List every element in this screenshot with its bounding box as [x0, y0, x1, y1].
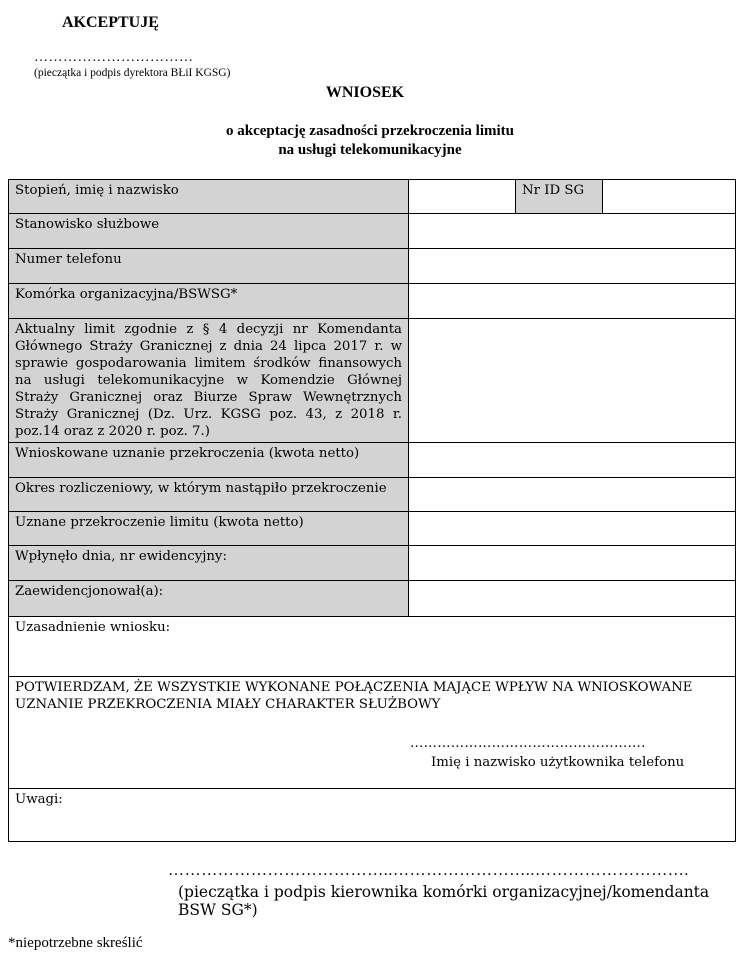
table-row [9, 512, 736, 546]
requested-amount-label: Wnioskowane uznanie przekroczenia (kwota netto) [9, 443, 409, 478]
phone-field[interactable] [409, 249, 736, 284]
position-field[interactable] [409, 214, 736, 249]
table-row [9, 319, 736, 443]
current-limit-field[interactable] [409, 319, 736, 443]
table-row [9, 478, 736, 512]
requested-amount-field[interactable] [409, 443, 736, 478]
table-row [9, 617, 736, 677]
billing-period-label: Okres rozliczeniowy, w którym nastąpiło przekroczenie [9, 478, 409, 512]
justification-label: Uzasadnienie wniosku: [15, 620, 171, 635]
approve-heading: AKCEPTUJĘ [62, 14, 159, 31]
manager-signature-line: …………………………………..……………………..………………………. [168, 862, 689, 879]
received-label: Wpłynęło dnia, nr ewidencyjny: [9, 546, 409, 581]
document-subtitle-line2: na usługi telekomunikacyjne [278, 142, 462, 158]
table-row [9, 789, 736, 842]
remarks-label: Uwagi: [15, 792, 63, 807]
unit-field[interactable] [409, 284, 736, 319]
table-row [9, 677, 736, 789]
registered-by-label: Zaewidencjonował(a): [9, 581, 409, 617]
table-row [9, 546, 736, 581]
table-row [9, 180, 736, 214]
confirmation-statement: POTWIERDZAM, ŻE WSZYSTKIE WYKONANE POŁĄCZENIA MAJĄCE WPŁYW NA WNIOSKOWANE UZNANIE PRZEKROCZENIA MIAŁY CHARAKTER SŁUŻBOWY [15, 680, 693, 712]
remarks-field[interactable] [9, 789, 736, 842]
unit-label: Komórka organizacyjna/BSWSG* [9, 284, 409, 319]
billing-period-field[interactable] [409, 478, 736, 512]
registered-by-field[interactable] [409, 581, 736, 617]
rank-name-field[interactable] [409, 180, 516, 214]
table-row [9, 284, 736, 319]
current-limit-label: Aktualny limit zgodnie z § 4 decyzji nr Komendanta Głównego Straży Granicznej z dnia 24 lipca 2017 r. w sprawie gospodarowania limitem środków finansowych na usługi telekomunikacyjne w Komendzie Głównej Straży Granicznej oraz Biurze Spraw Wewnętrznych Straży Granicznej (Dz. Urz. KGSG poz. 43, z 2018 r. poz.14 oraz z 2020 r. poz. 7.) [9, 319, 409, 443]
confirmation-block [9, 677, 736, 789]
document-title: WNIOSEK [325, 84, 405, 101]
user-signature-line[interactable]: ……………………………………………. [410, 736, 646, 751]
request-form-table [8, 179, 736, 842]
footnote: *niepotrzebne skreślić [8, 935, 143, 951]
id-sg-field[interactable] [603, 180, 736, 214]
accepted-amount-label: Uznane przekroczenie limitu (kwota netto) [9, 512, 409, 546]
rank-name-label: Stopień, imię i nazwisko [9, 180, 409, 214]
table-row [9, 443, 736, 478]
director-signature-caption: (pieczątka i podpis dyrektora BŁiI KGSG) [34, 67, 231, 79]
justification-field[interactable] [9, 617, 736, 677]
table-row [9, 581, 736, 617]
accepted-amount-field[interactable] [409, 512, 736, 546]
position-label: Stanowisko służbowe [9, 214, 409, 249]
phone-label: Numer telefonu [9, 249, 409, 284]
received-field[interactable] [409, 546, 736, 581]
manager-signature-caption: (pieczątka i podpis kierownika komórki organizacyjnej/komendanta BSW SG*) [178, 883, 710, 919]
table-row [9, 214, 736, 249]
user-signature-caption: Imię i nazwisko użytkownika telefonu [431, 755, 685, 770]
document-subtitle-line1: o akceptację zasadności przekroczenia limitu [225, 123, 514, 139]
table-row [9, 249, 736, 284]
director-signature-line: …………………………… [34, 50, 194, 65]
id-sg-label: Nr ID SG [516, 180, 603, 214]
